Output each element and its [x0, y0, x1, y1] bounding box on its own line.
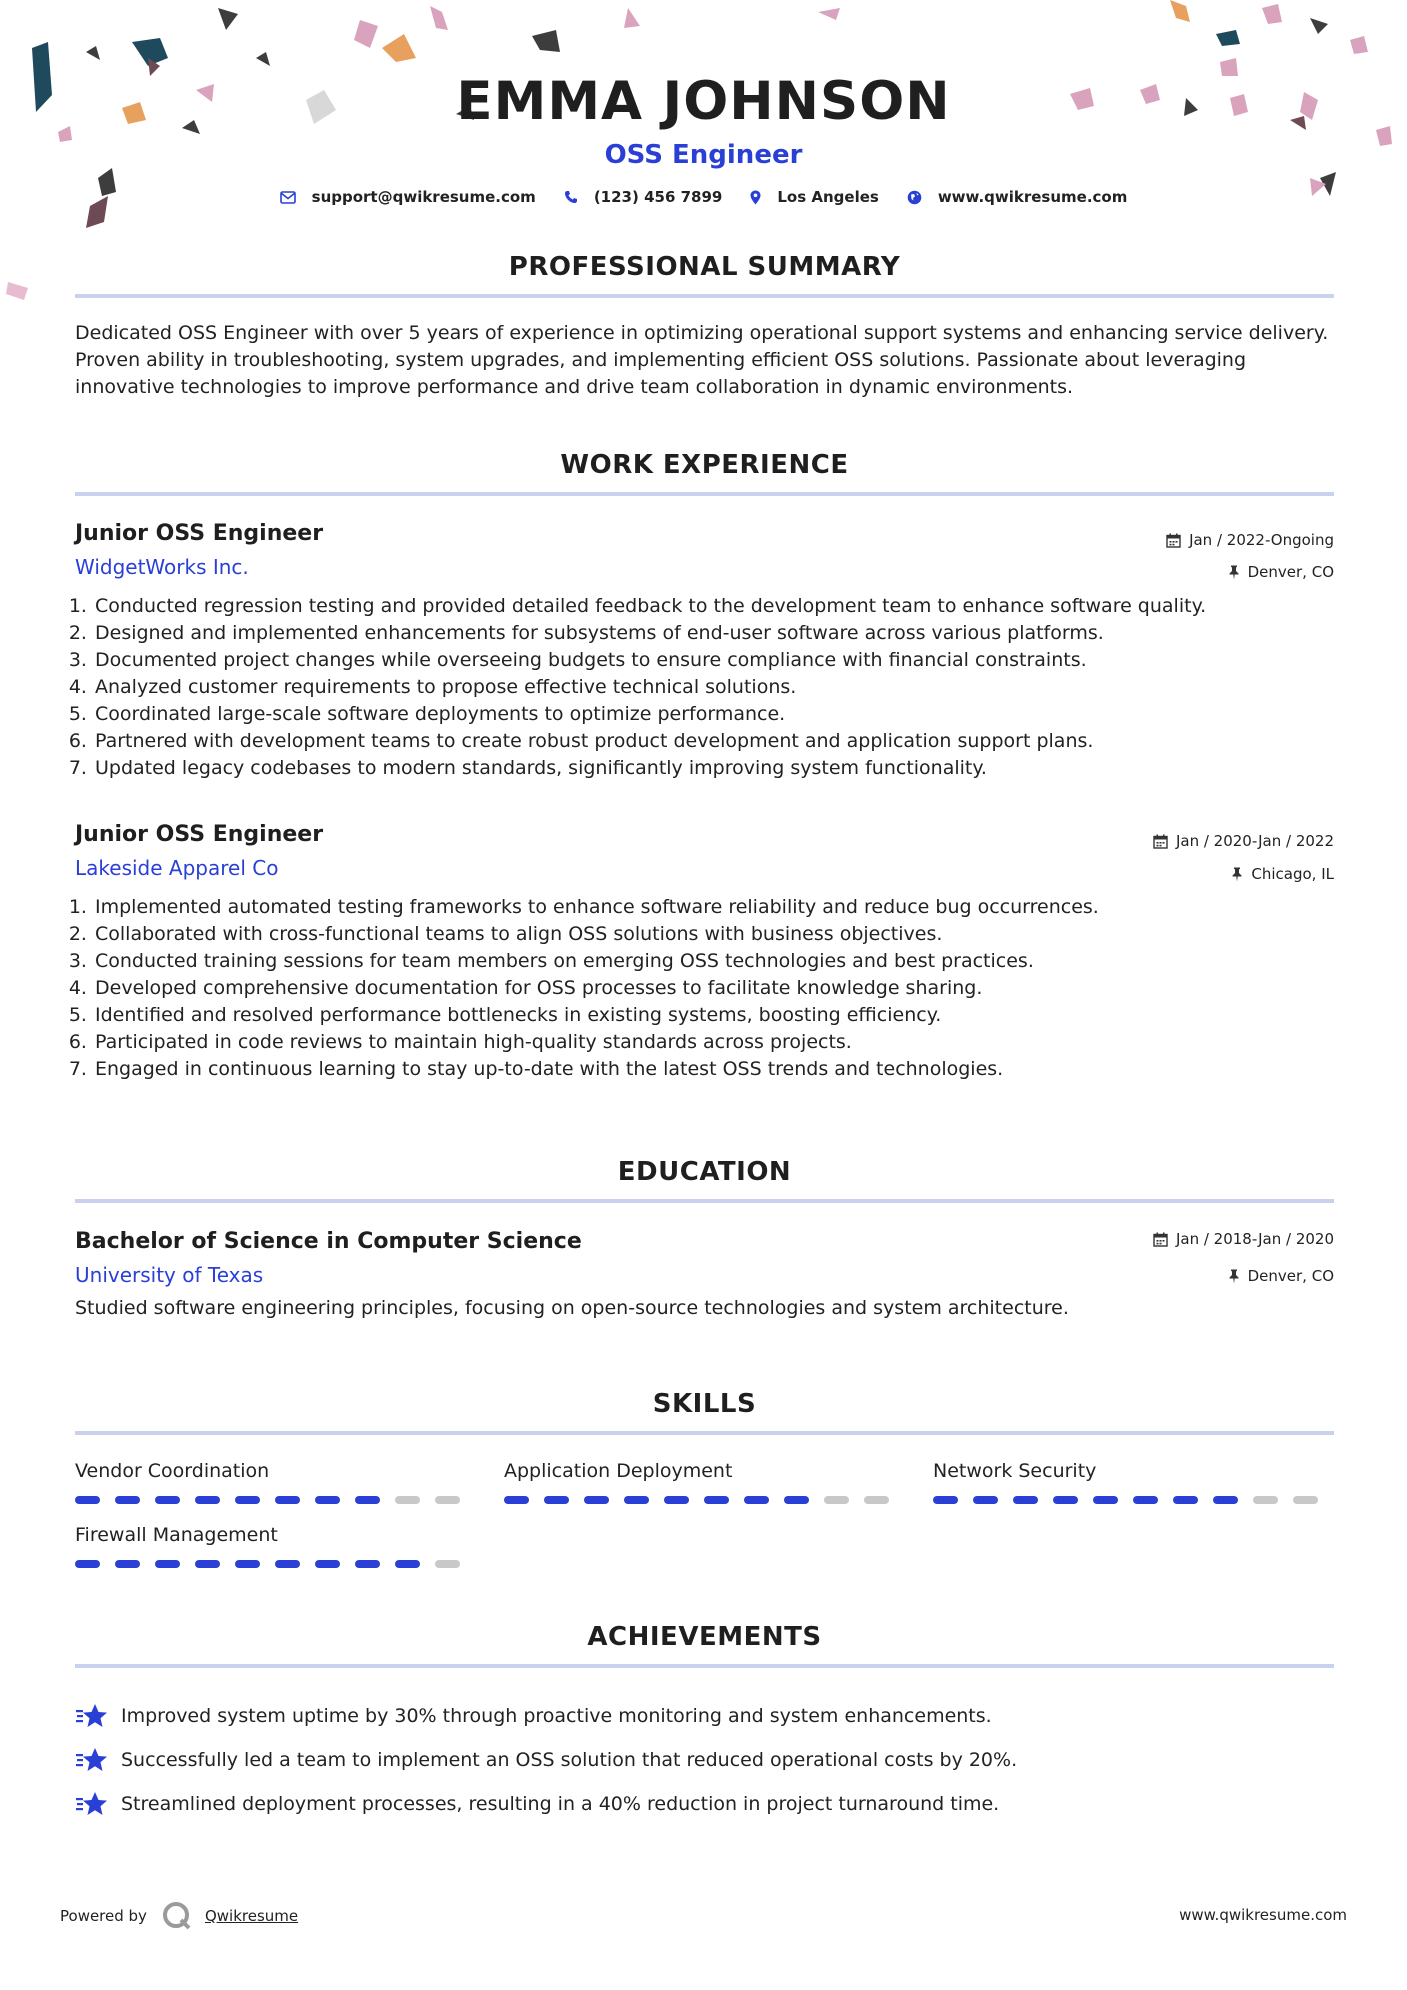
list-item: 6. Participated in code reviews to maintain high-quality standards across projects. — [93, 1029, 1334, 1056]
education-description: Studied software engineering principles, focusing on open-source technologies and system architecture. — [75, 1297, 1069, 1319]
skill-dash-filled — [1213, 1496, 1238, 1504]
contact-website[interactable] — [907, 188, 1128, 206]
job-location — [1228, 563, 1334, 581]
experience-section — [75, 450, 1334, 496]
star-icon — [75, 1702, 109, 1730]
skill-dash-filled — [1053, 1496, 1078, 1504]
achievements-section — [75, 1622, 1334, 1668]
skill-dash-filled — [115, 1496, 140, 1504]
list-item: 7. Engaged in continuous learning to stay up-to-date with the latest OSS trends and technologies. — [93, 1056, 1334, 1083]
list-item: 2. Collaborated with cross-functional teams to align OSS solutions with business objectives. — [93, 921, 1334, 948]
job-dates-text: Jan / 2020-Jan / 2022 — [1175, 832, 1334, 850]
list-item: 2. Designed and implemented enhancements for subsystems of end-user software across various platforms. — [93, 620, 1334, 647]
skill-dash-filled — [195, 1496, 220, 1504]
skill-dash-filled — [155, 1560, 180, 1568]
skill-dash-filled — [75, 1560, 100, 1568]
pushpin-icon — [1231, 867, 1243, 882]
skill-dash-filled — [355, 1496, 380, 1504]
skill-dash-filled — [544, 1496, 569, 1504]
globe-icon — [907, 190, 922, 205]
achievement-text: Streamlined deployment processes, resulting in a 40% reduction in project turnaround time. — [121, 1793, 1000, 1815]
experience-heading: WORK EXPERIENCE — [560, 450, 849, 480]
education-dates — [1153, 1230, 1334, 1248]
skill-dash-empty — [1253, 1496, 1278, 1504]
calendar-icon — [1153, 1232, 1168, 1247]
skill-dash-filled — [784, 1496, 809, 1504]
calendar-icon — [1153, 834, 1168, 849]
skill-name: Network Security — [933, 1460, 1097, 1482]
job-title: Junior OSS Engineer — [75, 822, 324, 847]
powered-by-label: Powered by — [60, 1907, 147, 1925]
skill-item — [75, 1524, 475, 1568]
achievement-text: Improved system uptime by 30% through proactive monitoring and system enhancements. — [121, 1705, 992, 1727]
job-dates — [1153, 832, 1334, 850]
achievement-text: Successfully led a team to implement an OSS solution that reduced operational costs by 20%. — [121, 1749, 1018, 1771]
skill-dash-empty — [435, 1496, 460, 1504]
skill-dash-filled — [973, 1496, 998, 1504]
list-item: 4. Developed comprehensive documentation for OSS processes to facilitate knowledge sharing. — [93, 975, 1334, 1002]
skills-rule — [75, 1431, 1334, 1435]
skills-heading: SKILLS — [652, 1389, 757, 1419]
job-location-text: Chicago, IL — [1251, 865, 1334, 883]
brand-link[interactable]: Qwikresume — [204, 1907, 299, 1925]
achievements-rule — [75, 1664, 1334, 1668]
contact-bar — [0, 188, 1407, 206]
education-rule — [75, 1199, 1334, 1203]
skill-item — [933, 1460, 1333, 1504]
achievement-item — [75, 1694, 1334, 1738]
skill-level-bar — [75, 1496, 475, 1504]
list-item: 5. Identified and resolved performance bottlenecks in existing systems, boosting efficiency. — [93, 1002, 1334, 1029]
map-pin-icon — [750, 190, 761, 205]
list-item: 1. Conducted regression testing and provided detailed feedback to the development team to enhance software quality. — [93, 593, 1334, 620]
skill-dash-filled — [664, 1496, 689, 1504]
skill-dash-filled — [235, 1496, 260, 1504]
contact-phone-text: (123) 456 7899 — [593, 188, 723, 206]
skill-dash-filled — [624, 1496, 649, 1504]
job-dates-text: Jan / 2022-Ongoing — [1189, 531, 1334, 549]
pushpin-icon — [1228, 565, 1240, 580]
skill-dash-filled — [315, 1560, 340, 1568]
skill-dash-filled — [75, 1496, 100, 1504]
achievements-list — [75, 1694, 1334, 1826]
skill-dash-empty — [435, 1560, 460, 1568]
school: University of Texas — [75, 1263, 264, 1287]
contact-email-text: support@qwikresume.com — [311, 188, 536, 206]
job-title: Junior OSS Engineer — [75, 521, 324, 546]
phone-icon — [564, 190, 578, 204]
achievements-heading: ACHIEVEMENTS — [587, 1622, 822, 1652]
skill-dash-filled — [275, 1560, 300, 1568]
achievement-item — [75, 1782, 1334, 1826]
skill-dash-filled — [275, 1496, 300, 1504]
education-heading: EDUCATION — [617, 1157, 792, 1187]
education-entry — [75, 1229, 1334, 1322]
job-entry — [75, 521, 1334, 782]
job-bullets — [75, 894, 1334, 1083]
contact-location-text: Los Angeles — [777, 188, 879, 206]
calendar-icon — [1166, 533, 1181, 548]
experience-rule — [75, 492, 1334, 496]
list-item: 4. Analyzed customer requirements to propose effective technical solutions. — [93, 674, 1334, 701]
job-company: Lakeside Apparel Co — [75, 856, 279, 880]
list-item: 7. Updated legacy codebases to modern standards, significantly improving system functionality. — [93, 755, 1334, 782]
skill-name: Vendor Coordination — [75, 1460, 270, 1482]
list-item: 6. Partnered with development teams to create robust product development and application support plans. — [93, 728, 1334, 755]
skill-dash-filled — [1093, 1496, 1118, 1504]
candidate-name: EMMA JOHNSON — [456, 71, 951, 132]
skill-dash-filled — [115, 1560, 140, 1568]
envelope-icon — [280, 191, 296, 204]
pushpin-icon — [1228, 1269, 1240, 1284]
skill-dash-empty — [824, 1496, 849, 1504]
job-location — [1231, 865, 1334, 883]
degree: Bachelor of Science in Computer Science — [75, 1229, 582, 1254]
job-bullets — [75, 593, 1334, 782]
contact-location — [750, 188, 878, 206]
skill-dash-filled — [315, 1496, 340, 1504]
skill-dash-filled — [195, 1560, 220, 1568]
skill-dash-filled — [933, 1496, 958, 1504]
skill-name: Firewall Management — [75, 1524, 278, 1546]
footer-website[interactable]: www.qwikresume.com — [1179, 1906, 1347, 1924]
job-entry — [75, 822, 1334, 1083]
list-item: 3. Documented project changes while overseeing budgets to ensure compliance with financial constraints. — [93, 647, 1334, 674]
summary-rule — [75, 294, 1334, 298]
contact-phone[interactable] — [564, 188, 723, 206]
list-item: 1. Implemented automated testing frameworks to enhance software reliability and reduce bug occurrences. — [93, 894, 1334, 921]
skill-dash-empty — [1293, 1496, 1318, 1504]
education-location — [1228, 1267, 1334, 1285]
star-icon — [75, 1746, 109, 1774]
education-dates-text: Jan / 2018-Jan / 2020 — [1175, 1230, 1334, 1248]
skill-name: Application Deployment — [504, 1460, 733, 1482]
footer-powered-by — [60, 1900, 298, 1932]
skill-dash-empty — [395, 1496, 420, 1504]
skill-item — [504, 1460, 904, 1504]
list-item: 3. Conducted training sessions for team members on emerging OSS technologies and best practices. — [93, 948, 1334, 975]
skill-dash-filled — [1013, 1496, 1038, 1504]
skill-dash-filled — [355, 1560, 380, 1568]
skill-dash-filled — [504, 1496, 529, 1504]
job-dates — [1166, 531, 1334, 549]
skill-item — [75, 1460, 475, 1504]
education-section — [75, 1157, 1334, 1203]
achievement-item — [75, 1738, 1334, 1782]
summary-heading: PROFESSIONAL SUMMARY — [508, 252, 901, 282]
skills-section — [75, 1389, 1334, 1435]
skill-level-bar — [504, 1496, 904, 1504]
skill-dash-filled — [1133, 1496, 1158, 1504]
skill-level-bar — [75, 1560, 475, 1568]
qwikresume-logo-icon — [161, 1900, 193, 1932]
resume-header — [0, 70, 1407, 170]
skill-dash-filled — [155, 1496, 180, 1504]
contact-website-text: www.qwikresume.com — [937, 188, 1128, 206]
skill-dash-filled — [395, 1560, 420, 1568]
skill-dash-empty — [864, 1496, 889, 1504]
skill-dash-filled — [1173, 1496, 1198, 1504]
skill-dash-filled — [744, 1496, 769, 1504]
job-location-text: Denver, CO — [1247, 563, 1334, 581]
skill-dash-filled — [235, 1560, 260, 1568]
education-location-text: Denver, CO — [1247, 1267, 1334, 1285]
candidate-title: OSS Engineer — [604, 140, 803, 170]
contact-email[interactable] — [280, 188, 536, 206]
skill-level-bar — [933, 1496, 1333, 1504]
job-company: WidgetWorks Inc. — [75, 555, 249, 579]
star-icon — [75, 1790, 109, 1818]
list-item: 5. Coordinated large-scale software deployments to optimize performance. — [93, 701, 1334, 728]
summary-text: Dedicated OSS Engineer with over 5 years of experience in optimizing operational support systems and enhancing service delivery. Proven ability in troubleshooting, system upgrades, and implementing efficient OSS solutions. Passionate about leveraging innovative technologies to improve performance and drive team collaboration in dynamic environments. — [75, 322, 1329, 398]
skill-dash-filled — [584, 1496, 609, 1504]
summary-section — [75, 252, 1334, 401]
skill-dash-filled — [704, 1496, 729, 1504]
